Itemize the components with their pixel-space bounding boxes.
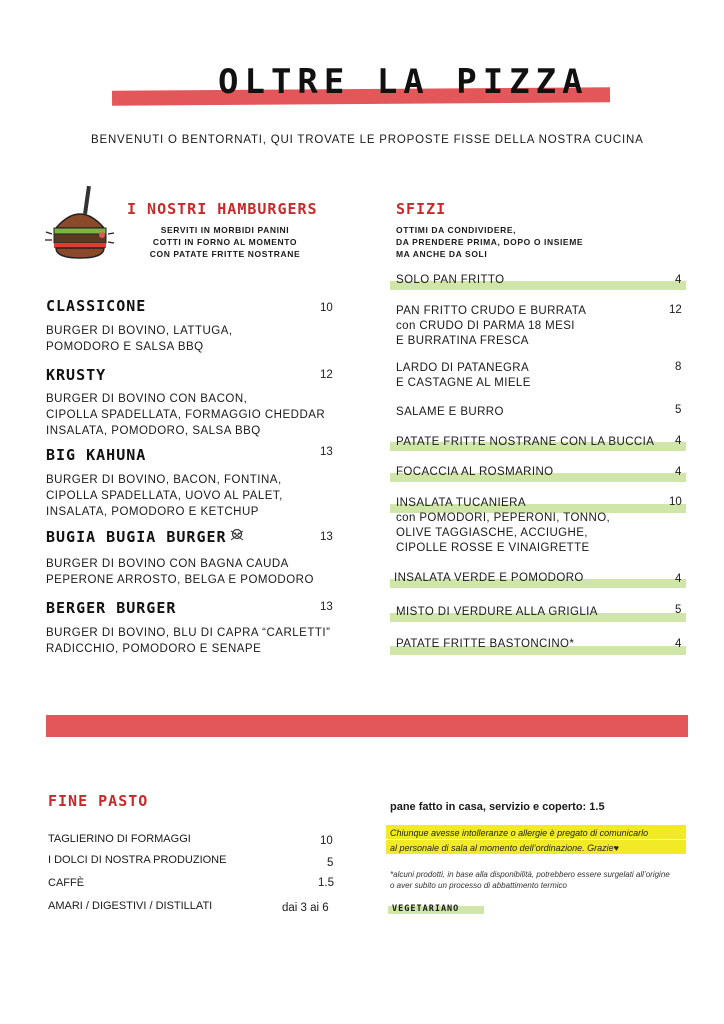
vegetariano-legend: VEGETARIANO [392,904,460,914]
burgers-section-title: I NOSTRI HAMBURGERS [127,200,318,218]
skull-icon [229,528,245,542]
page-title: OLTRE LA PIZZA [218,62,589,102]
heart-icon: ♥ [613,843,619,853]
frozen-note: *alcuni prodotti, in base alla disponibilità, potrebbero essere surgelati all’origine o aver subito un processo di abbattimento termico [390,870,670,890]
burger-icon [42,184,118,270]
allergy-notice: Chiunque avesse intolleranze o allergie è pregato di comunicarlo al personale di sala al momento dell’ordinazione. Grazie♥ [390,828,649,853]
coperto-text: pane fatto in casa, servizio e coperto: 1.5 [390,801,605,813]
sfizi-subtitle: OTTIMI DA CONDIVIDERE, DA PRENDERE PRIMA, DOPO O INSIEME MA ANCHE DA SOLI [396,225,584,259]
section-divider-bar [46,715,688,737]
burgers-subtitle: SERVITI IN MORBIDI PANINI COTTI IN FORNO AL MOMENTO CON PATATE FRITTE NOSTRANE [149,225,301,259]
fine-pasto-title: FINE PASTO [48,792,149,810]
sfizi-section-title: SFIZI [396,200,447,218]
welcome-text: BENVENUTI O BENTORNATI, QUI TROVATE LE PROPOSTE FISSE DELLA NOSTRA CUCINA [91,134,644,146]
